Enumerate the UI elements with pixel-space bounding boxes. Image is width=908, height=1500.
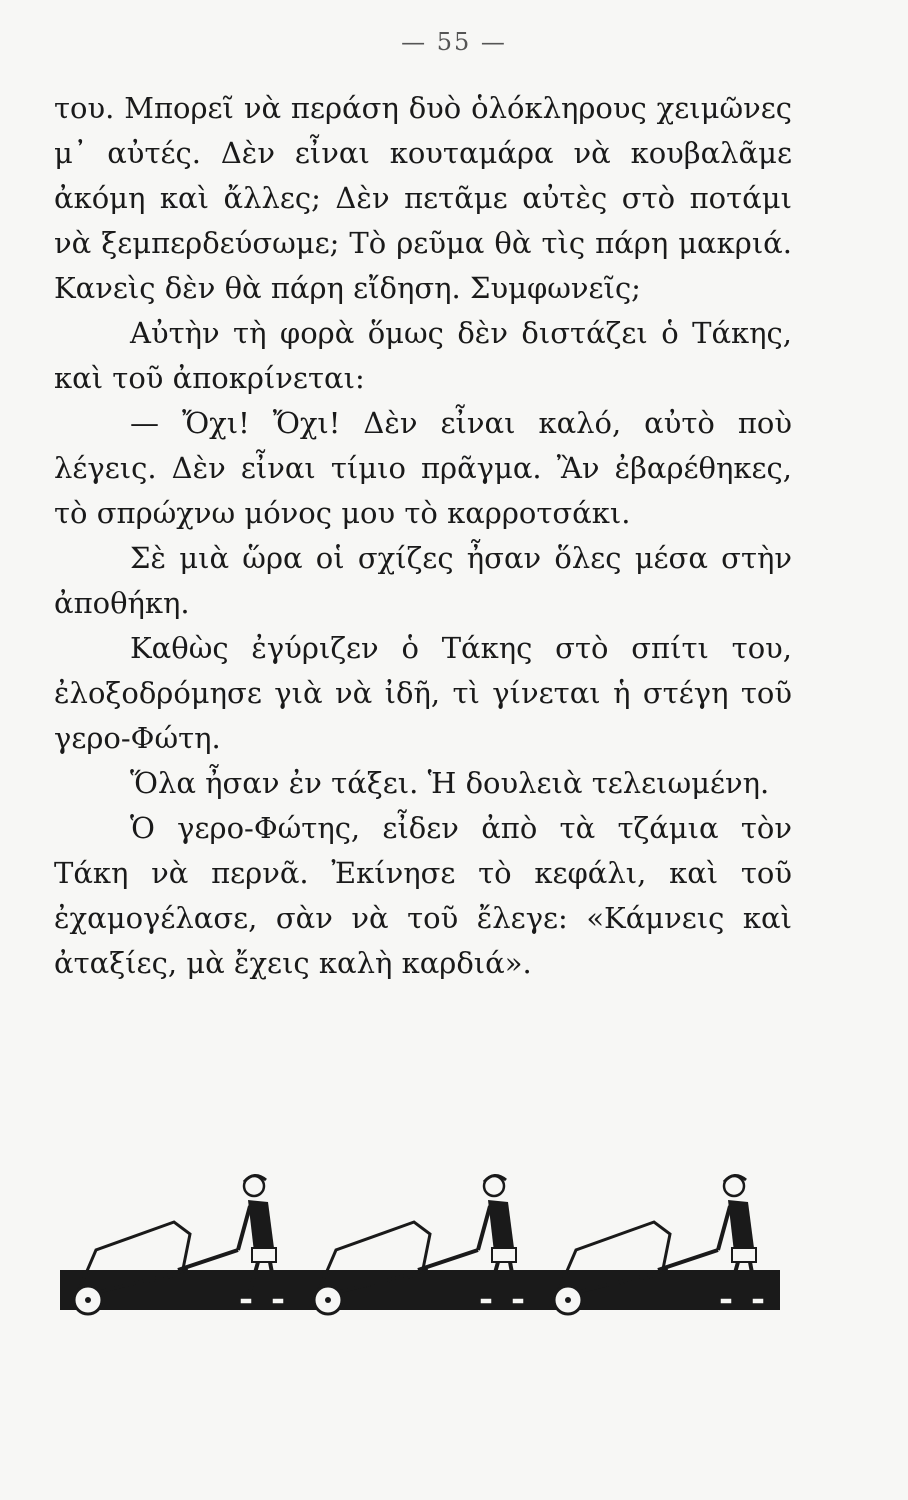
illustration-svg xyxy=(50,1160,790,1330)
paragraph-1: του. Μπορεῖ νὰ περάση δυὸ ὁλόκληρους χειμῶνες μ᾽ αὐτές. Δὲν εἶναι κουταμάρα νὰ κουβαλᾶμε ἀκόμη καὶ ἄλλες; Δὲν πετᾶμε αὐτὲς στὸ ποτάμι νὰ ξεμπερδεύσωμε; Τὸ ρεῦμα θὰ τὶς πάρη μακριά. Κανεὶς δὲν θὰ πάρη εἴδηση. Συμφωνεῖς; xyxy=(54,91,792,305)
paragraph-6: Ὅλα ἦσαν ἐν τάξει. Ἡ δουλειὰ τελειωμένη. xyxy=(130,766,770,800)
paragraph-7: Ὁ γερο-Φώτης, εἶδεν ἀπὸ τὰ τζάμια τὸν Τάκη νὰ περνᾶ. Ἐκίνησε τὸ κεφάλι, καὶ τοῦ ἐχαμογέλασε, σὰν νὰ τοῦ ἔλεγε: «Κάμνεις καὶ ἀταξίες, μὰ ἔχεις καλὴ καρδιά». xyxy=(54,811,792,980)
paragraph-3: — Ὄχι! Ὄχι! Δὲν εἶναι καλό, αὐτὸ ποὺ λέγεις. Δὲν εἶναι τίμιο πρᾶγμα. Ἂν ἐβαρέθηκες, τὸ σπρώχνω μόνος μου τὸ καρροτσάκι. xyxy=(54,406,792,530)
paragraph-4: Σὲ μιὰ ὥρα οἱ σχίζες ἦσαν ὅλες μέσα στὴν ἀποθήκη. xyxy=(54,541,792,620)
body-text xyxy=(54,86,792,986)
paragraph-5: Καθὼς ἐγύριζεν ὁ Τάκης στὸ σπίτι του, ἐλοξοδρόμησε γιὰ νὰ ἰδῆ, τὶ γίνεται ἡ στέγη τοῦ γερο-Φώτη. xyxy=(54,631,792,755)
wheelbarrow-illustration xyxy=(50,1160,790,1330)
paragraph-2: Αὐτὴν τὴ φορὰ ὅμως δὲν διστάζει ὁ Τάκης, καὶ τοῦ ἀποκρίνεται: xyxy=(54,316,792,395)
page-number: — 55 — xyxy=(401,28,507,56)
